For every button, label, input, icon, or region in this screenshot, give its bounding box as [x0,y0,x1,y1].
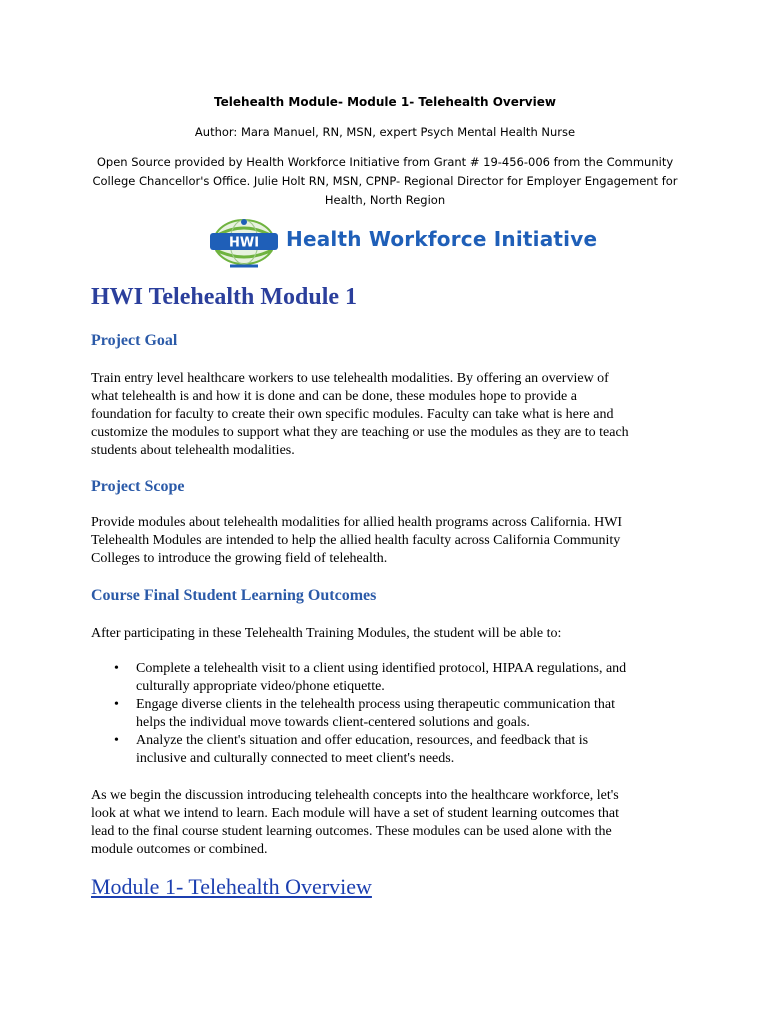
bullet-icon: • [114,733,119,748]
text-line: foundation for faculty to create their own specific modules. Faculty can take what is here and [91,407,614,422]
text-line: Provide modules about telehealth modalities for allied health programs across California. HWI [91,515,623,530]
text-line: what telehealth is and how it is done and can be done, these modules hope to provide a [91,389,577,404]
text-line: module outcomes or combined. [91,842,268,857]
text-line: Analyze the client's situation and offer education, resources, and feedback that is [136,733,589,748]
document-title: Telehealth Module- Module 1- Telehealth Overview [214,95,556,109]
project-goal-heading: Project Goal [91,332,178,349]
text-line: lead to the final course student learning outcomes. These modules can be used alone with the [91,824,612,839]
main-heading: HWI Telehealth Module 1 [91,284,358,310]
project-scope-text [91,514,681,568]
source-line: Health, North Region [324,193,446,207]
hwi-logo [206,216,598,268]
text-line: Train entry level healthcare workers to use telehealth modalities. By offering an overview of [91,371,609,386]
outcomes-intro: After participating in these Telehealth Training Modules, the student will be able to: [91,626,562,641]
logo-emblem-text: HWI [228,235,260,251]
text-line: inclusive and culturally connected to meet client's needs. [136,751,455,766]
source-attribution [60,153,710,210]
list-item [91,732,691,768]
text-line: look at what we intend to learn. Each module will have a set of student learning outcomes that [91,806,619,821]
logo-wordmark: Health Workforce Initiative [286,227,598,251]
project-scope-heading: Project Scope [91,478,185,495]
text-line: As we begin the discussion introducing telehealth concepts into the healthcare workforce, let's [91,788,619,803]
text-line: customize the modules to support what they are teaching or use the modules as they are to teach [91,425,629,440]
hwi-globe-emblem-icon [206,216,282,268]
project-goal-text [91,370,681,460]
outcomes-closing-text [91,787,681,859]
source-line: Open Source provided by Health Workforce Initiative from Grant # 19-456-006 from the Community [96,155,674,169]
text-line: Engage diverse clients in the telehealth process using therapeutic communication that [136,697,615,712]
text-line: Complete a telehealth visit to a client using identified protocol, HIPAA regulations, and [136,661,627,676]
text-line: Telehealth Modules are intended to help the allied health faculty across California Community [91,533,621,548]
list-item [91,696,691,732]
list-item [91,660,691,696]
bullet-icon: • [114,661,119,676]
text-line: Colleges to introduce the growing field of telehealth. [91,551,388,566]
outcomes-list [91,660,691,768]
source-line: College Chancellor's Office. Julie Holt RN, MSN, CPNP- Regional Director for Employer Engagement for [92,174,678,188]
bullet-icon: • [114,697,119,712]
text-line: students about telehealth modalities. [91,443,295,458]
module-1-link[interactable]: Module 1- Telehealth Overview [91,874,372,899]
outcomes-heading: Course Final Student Learning Outcomes [91,587,377,604]
text-line: culturally appropriate video/phone etiquette. [136,679,385,694]
text-line: helps the individual move towards client-centered solutions and goals. [136,715,530,730]
author-line: Author: Mara Manuel, RN, MSN, expert Psych Mental Health Nurse [194,125,576,139]
